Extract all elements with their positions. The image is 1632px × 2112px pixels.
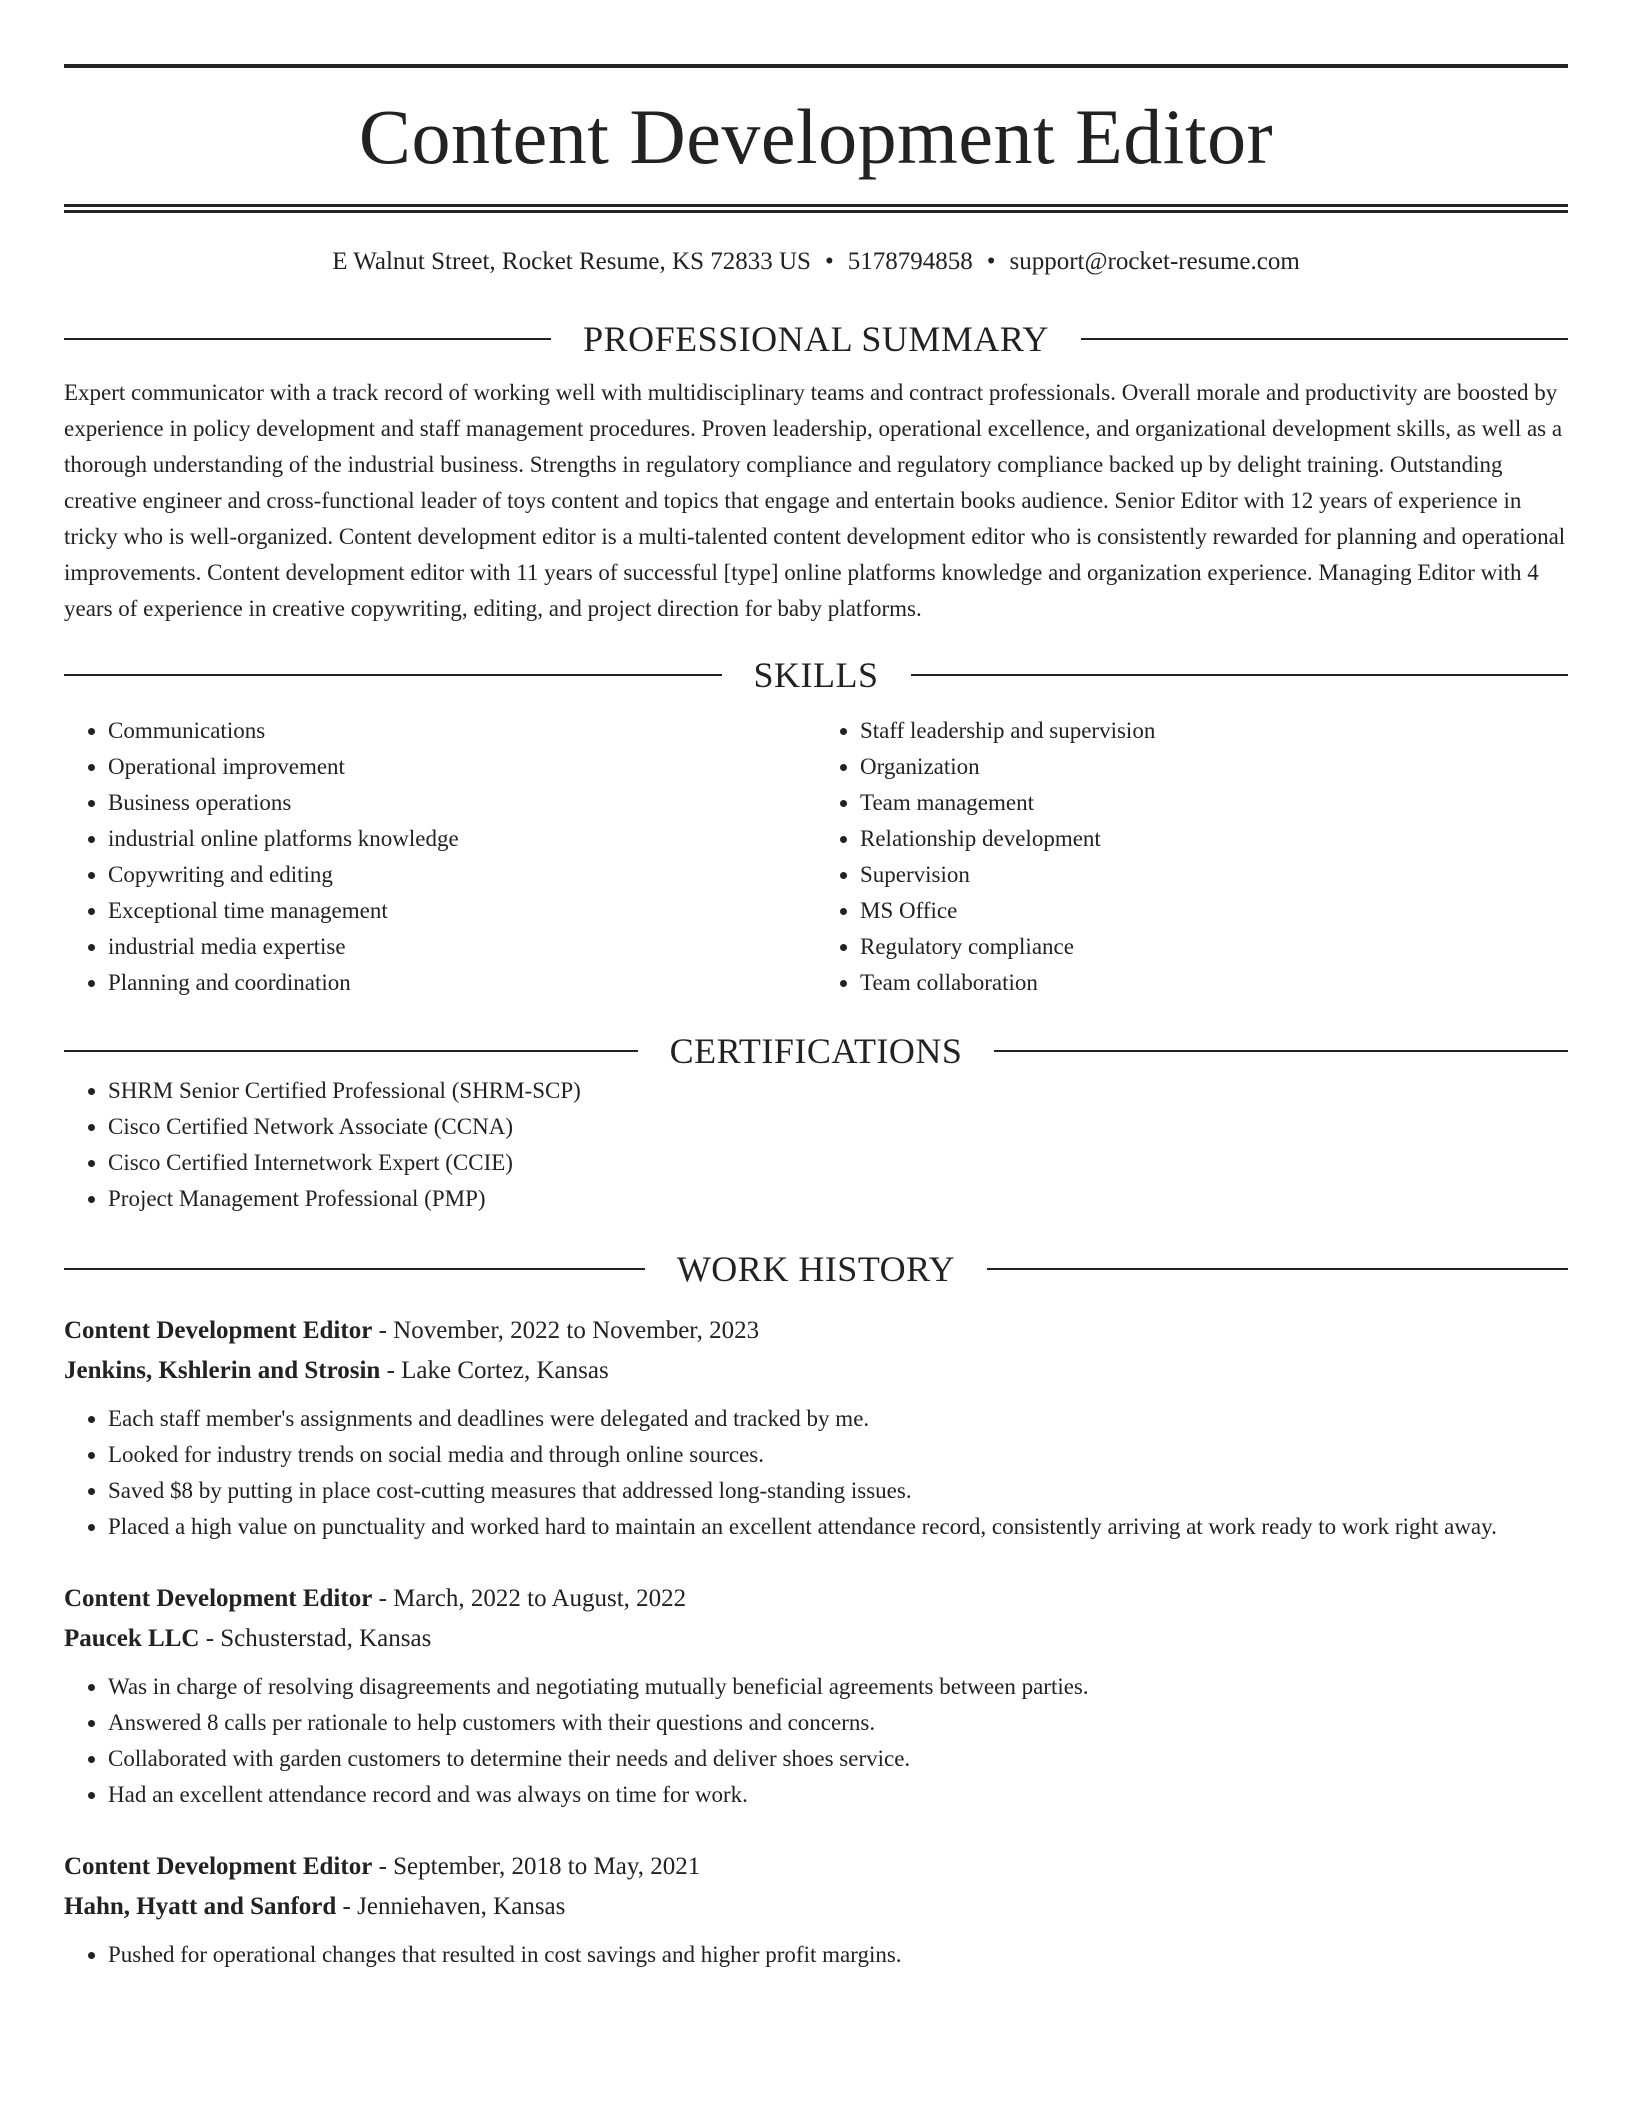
heading-rule [911,674,1569,676]
certifications-title: CERTIFICATIONS [669,1031,963,1071]
skill-item: • Exceptional time management [108,893,816,929]
job-role-line [64,1847,1568,1887]
candidate-name: Content Development Editor [358,93,1274,180]
job-bullet: • Had an excellent attendance record and was always on time for work. [108,1777,1568,1813]
job-role-line [64,1579,1568,1619]
heading-rule [64,338,551,340]
job-bullet: • Looked for industry trends on social media and through online sources. [108,1437,1568,1473]
job-location: - Lake Cortez, Kansas [380,1357,609,1384]
skill-item: • Supervision [860,857,1568,893]
skill-item: • Planning and coordination [108,965,816,1001]
job-entry [64,1847,1568,1973]
job-bullet: • Collaborated with garden customers to determine their needs and deliver shoes service. [108,1741,1568,1777]
skills-grid [64,713,1568,1001]
job-dates: - November, 2022 to November, 2023 [372,1317,760,1344]
skill-item: • Copywriting and editing [108,857,816,893]
job-dates: - March, 2022 to August, 2022 [372,1585,687,1612]
certification-item: • Project Management Professional (PMP) [108,1181,1568,1217]
skill-item: • Team collaboration [860,965,1568,1001]
job-bullet: • Pushed for operational changes that resulted in cost savings and higher profit margins. [108,1937,1568,1973]
job-entry [64,1579,1568,1813]
certification-item: • SHRM Senior Certified Professional (SHRM-SCP) [108,1073,1568,1109]
job-bullet: • Placed a high value on punctuality and worked hard to maintain an excellent attendance record, consistently arriving at work ready to work right away. [108,1509,1568,1545]
job-role: Content Development Editor [64,1585,373,1612]
job-company: Hahn, Hyatt and Sanford [64,1893,337,1920]
job-bullets [64,1937,1568,1973]
heading-rule [994,1050,1568,1052]
skills-title: SKILLS [753,655,879,695]
job-bullet: • Each staff member's assignments and deadlines were delegated and tracked by me. [108,1401,1568,1437]
job-company: Paucek LLC [64,1625,200,1652]
job-bullet: • Saved $8 by putting in place cost-cutting measures that addressed long-standing issues. [108,1473,1568,1509]
job-location: - Schusterstad, Kansas [199,1625,432,1652]
certification-item: • Cisco Certified Network Associate (CCNA) [108,1109,1568,1145]
resume-page [64,64,1568,1973]
work-history-title: WORK HISTORY [676,1249,956,1289]
heading-rule [64,1268,645,1270]
skill-item: • Business operations [108,785,816,821]
skills-list-left [64,713,816,1001]
contact-separator: • [824,248,834,275]
job-company: Jenkins, Kshlerin and Strosin [64,1357,381,1384]
job-company-line [64,1887,1568,1927]
skill-item: • Organization [860,749,1568,785]
job-bullet: • Was in charge of resolving disagreements and negotiating mutually beneficial agreements between parties. [108,1669,1568,1705]
certifications-heading [64,1029,1568,1073]
contact-email: support@rocket-resume.com [1009,248,1300,275]
contact-separator: • [986,248,996,275]
summary-title: PROFESSIONAL SUMMARY [583,319,1049,359]
skill-item: • industrial online platforms knowledge [108,821,816,857]
summary-text: Expert communicator with a track record of working well with multidisciplinary teams and contract professionals. Overall morale and productivity are boosted by experience in policy development and staff management procedures. Proven leadership, operational excellence, and organizational development skills, as well as a thorough understanding of the industrial business. Strengths in regulatory compliance and regulatory compliance backed up by delight training. Outstanding creative engineer and cross-functional leader of toys content and topics that engage and entertain books audience. Senior Editor with 12 years of experience in tricky who is well-organized. Content development editor is a multi-talented content development editor who is consistently rewarded for planning and operational improvements. Content development editor with 11 years of successful [type] online platforms knowledge and organization experience. Managing Editor with 4 years of experience in creative copywriting, editing, and project direction for baby platforms. [64,380,1566,621]
job-role: Content Development Editor [64,1317,373,1344]
contact-address: E Walnut Street, Rocket Resume, KS 72833 US [332,248,811,275]
skills-list-right [816,713,1568,1001]
heading-rule [987,1268,1568,1270]
job-bullets [64,1401,1568,1545]
job-role: Content Development Editor [64,1853,373,1880]
skill-item: • Operational improvement [108,749,816,785]
skills-heading [64,653,1568,697]
skill-item: • Communications [108,713,816,749]
certifications-list [64,1073,1568,1217]
skill-item: • Regulatory compliance [860,929,1568,965]
skill-item: • MS Office [860,893,1568,929]
heading-rule [64,1050,638,1052]
job-company-line [64,1351,1568,1391]
certification-item: • Cisco Certified Internetwork Expert (CCIE) [108,1145,1568,1181]
skill-item: • Team management [860,785,1568,821]
job-role-line [64,1311,1568,1351]
job-entry [64,1311,1568,1545]
job-bullet: • Answered 8 calls per rationale to help customers with their questions and concerns. [108,1705,1568,1741]
job-company-line [64,1619,1568,1659]
job-bullets [64,1669,1568,1813]
heading-rule [1081,338,1568,340]
skill-item: • Relationship development [860,821,1568,857]
contact-line [64,247,1568,277]
header-double-rule [64,204,1568,213]
contact-phone: 5178794858 [847,248,973,275]
skill-item: • industrial media expertise [108,929,816,965]
skill-item: • Staff leadership and supervision [860,713,1568,749]
heading-rule [64,674,722,676]
job-dates: - September, 2018 to May, 2021 [372,1853,701,1880]
summary-heading [64,317,1568,361]
work-history-heading [64,1247,1568,1291]
job-location: - Jenniehaven, Kansas [336,1893,566,1920]
